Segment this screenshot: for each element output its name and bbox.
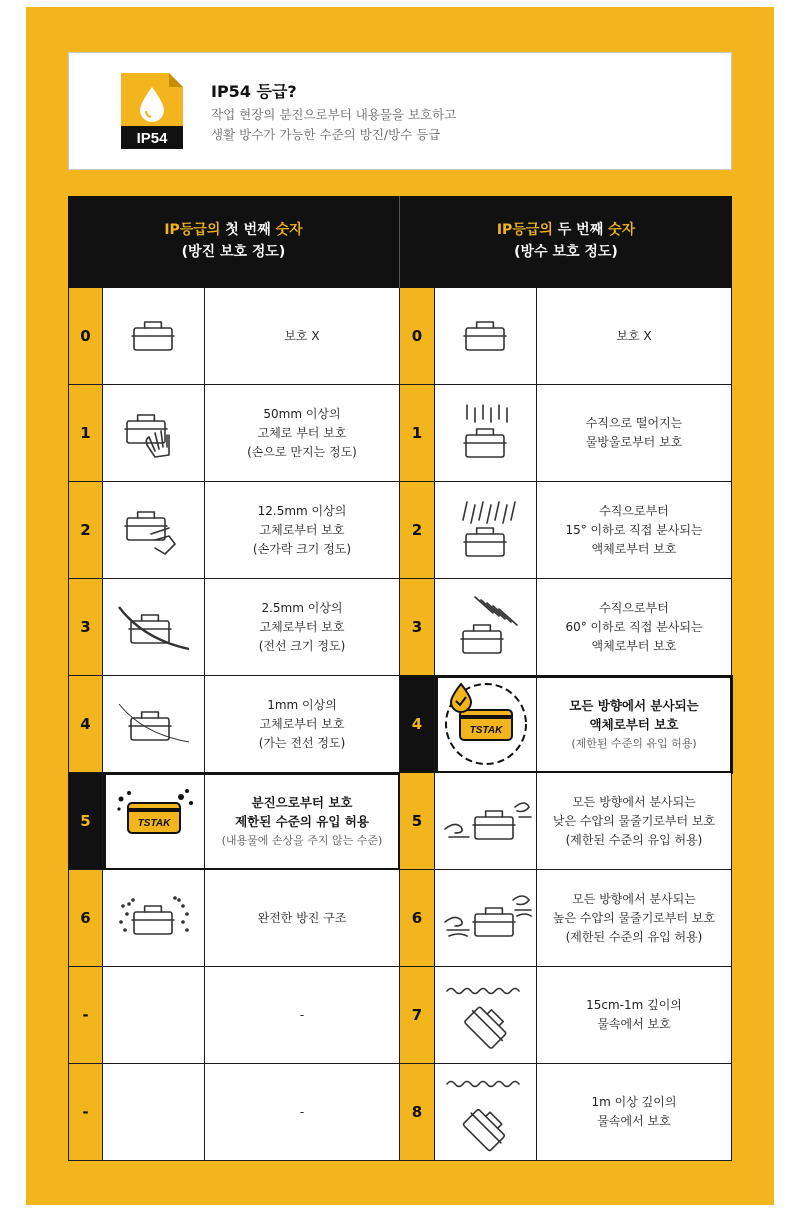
level-description: 수직으로부터 15° 이하로 직접 분사되는 액체로부터 보호 <box>537 482 732 579</box>
svg-text:TSTAK: TSTAK <box>137 817 170 829</box>
toolbox-powerful-jet-icon <box>435 870 537 967</box>
level-description: 수직으로부터 60° 이하로 직접 분사되는 액체로부터 보호 <box>537 579 732 676</box>
dust-row-4 <box>68 676 400 773</box>
water-row-1 <box>400 385 732 482</box>
info-description: 작업 현장의 분진으로부터 내용물을 보호하고 생활 방수가 가능한 수준의 방진/방수 등급 <box>211 107 457 142</box>
water-row-3 <box>400 579 732 676</box>
empty-icon-cell <box>103 967 205 1064</box>
water-row-4 <box>400 676 732 773</box>
svg-text:TSTAK: TSTAK <box>469 724 502 736</box>
ip54-highlight-frame <box>435 675 733 774</box>
level-number: 2 <box>400 482 435 579</box>
ip54-highlight-frame <box>103 772 401 871</box>
level-description: 50mm 이상의 고체로 부터 보호 (손으로 만지는 정도) <box>205 385 400 482</box>
toolbox-finger-icon <box>103 482 205 579</box>
dust-row-7 <box>68 967 400 1064</box>
header-dust: IP등급의 첫 번째 숫자 (방진 보호 정도) <box>68 196 400 288</box>
level-number: 5 <box>400 773 435 870</box>
dust-row-3 <box>68 579 400 676</box>
toolbox-15deg-spray-icon <box>435 482 537 579</box>
level-number: 1 <box>400 385 435 482</box>
level-description: 분진으로부터 보호 제한된 수준의 유입 허용 (내용물에 손상을 주지 않는 수준) <box>205 773 400 870</box>
level-description: 1mm 이상의 고체로부터 보호 (가는 전선 정도) <box>205 676 400 773</box>
toolbox-60deg-spray-icon <box>435 579 537 676</box>
ip-rating-table <box>68 196 732 1166</box>
water-row-2 <box>400 482 732 579</box>
level-number: 6 <box>68 870 103 967</box>
level-number: 8 <box>400 1064 435 1161</box>
toolbox-dust-tight-icon <box>103 870 205 967</box>
level-number: 5 <box>68 773 103 870</box>
level-number: - <box>68 967 103 1064</box>
dust-row-0 <box>68 288 400 385</box>
info-title: IP54 등급? <box>211 82 297 101</box>
level-number: 3 <box>400 579 435 676</box>
level-number: 0 <box>68 288 103 385</box>
toolbox-icon <box>435 288 537 385</box>
level-description: 12.5mm 이상의 고체로부터 보호 (손가락 크기 정도) <box>205 482 400 579</box>
level-description: 2.5mm 이상의 고체로부터 보호 (전선 크기 정도) <box>205 579 400 676</box>
toolbox-hand-icon <box>103 385 205 482</box>
level-number: 2 <box>68 482 103 579</box>
level-description: 모든 방향에서 분사되는 낮은 수압의 물줄기로부터 보호 (제한된 수준의 유입 허용) <box>537 773 732 870</box>
dust-row-8 <box>68 1064 400 1161</box>
toolbox-immersion-icon <box>435 967 537 1064</box>
level-description: 보호 X <box>537 288 732 385</box>
level-number: 0 <box>400 288 435 385</box>
toolbox-water-jet-icon <box>435 773 537 870</box>
svg-text:IP54: IP54 <box>136 130 168 147</box>
dust-row-1 <box>68 385 400 482</box>
toolbox-submersion-icon <box>435 1064 537 1161</box>
toolbox-icon <box>103 288 205 385</box>
toolbox-thin-wire-icon <box>103 676 205 773</box>
level-number: 4 <box>400 676 435 773</box>
level-description: 15cm-1m 깊이의 물속에서 보호 <box>537 967 732 1064</box>
toolbox-vertical-drip-icon <box>435 385 537 482</box>
level-description: - <box>205 1064 400 1161</box>
level-number: 4 <box>68 676 103 773</box>
level-number: 1 <box>68 385 103 482</box>
water-row-7 <box>400 967 732 1064</box>
empty-icon-cell <box>103 1064 205 1161</box>
level-description: 모든 방향에서 분사되는 높은 수압의 물줄기로부터 보호 (제한된 수준의 유입 허용) <box>537 870 732 967</box>
dust-row-5 <box>68 773 400 870</box>
level-number: 7 <box>400 967 435 1064</box>
water-row-5 <box>400 773 732 870</box>
level-number: 3 <box>68 579 103 676</box>
toolbox-thick-wire-icon <box>103 579 205 676</box>
level-description: 1m 이상 깊이의 물속에서 보호 <box>537 1064 732 1161</box>
ip54-badge-icon <box>121 73 183 149</box>
level-description: 수직으로 떨어지는 물방울로부터 보호 <box>537 385 732 482</box>
water-row-6 <box>400 870 732 967</box>
dust-row-2 <box>68 482 400 579</box>
level-description: 보호 X <box>205 288 400 385</box>
level-description: 완전한 방진 구조 <box>205 870 400 967</box>
water-row-0 <box>400 288 732 385</box>
level-description: 모든 방향에서 분사되는 액체로부터 보호 (제한된 수준의 유입 허용) <box>537 676 732 773</box>
dust-row-6 <box>68 870 400 967</box>
level-description: - <box>205 967 400 1064</box>
info-card <box>68 52 732 170</box>
level-number: 6 <box>400 870 435 967</box>
water-row-8 <box>400 1064 732 1161</box>
level-number: - <box>68 1064 103 1161</box>
header-water: IP등급의 두 번째 숫자 (방수 보호 정도) <box>400 196 732 288</box>
